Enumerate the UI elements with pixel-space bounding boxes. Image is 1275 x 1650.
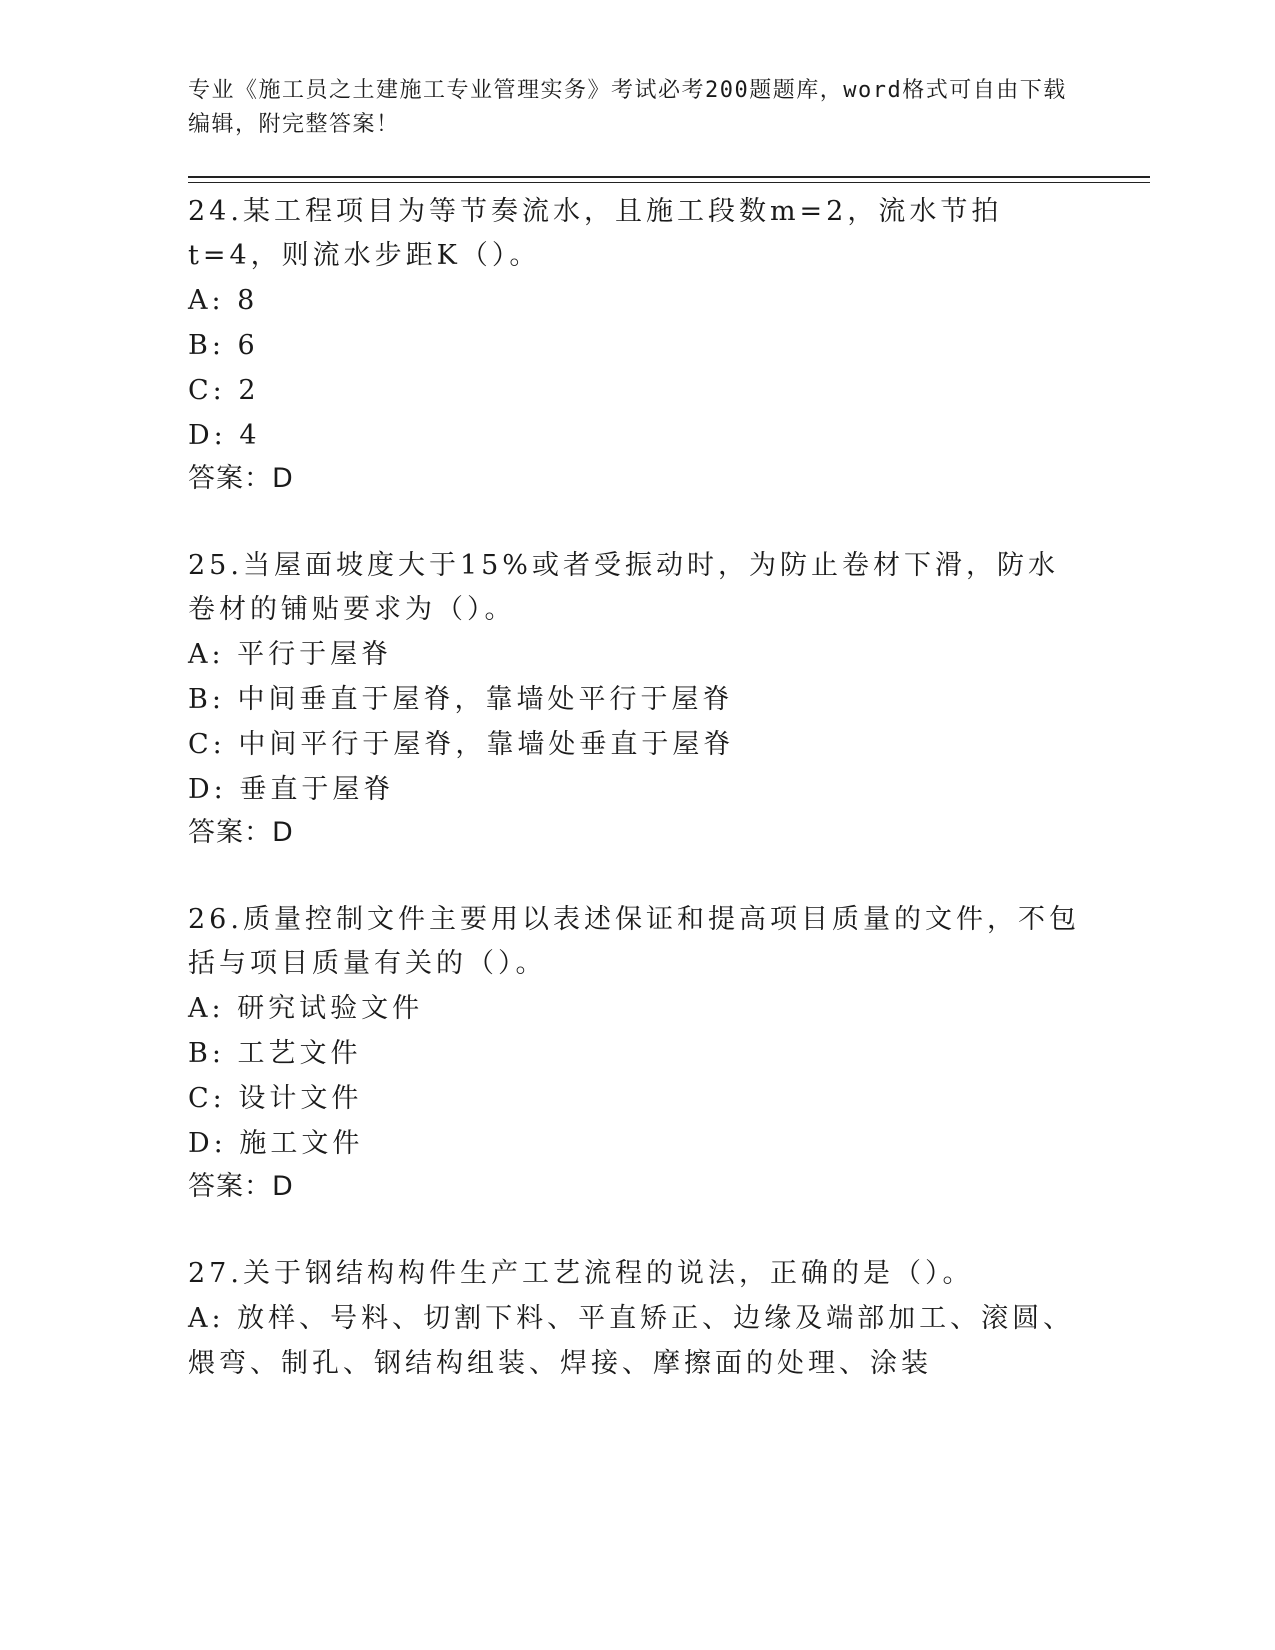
option-b: B: 中间垂直于屋脊，靠墙处平行于屋脊 — [188, 684, 734, 715]
question-26 — [188, 898, 1088, 1208]
answer: 答案：D — [188, 1171, 294, 1202]
header-rule-thick — [188, 176, 1150, 178]
document-header: 专业《施工员之土建施工专业管理实务》考试必考200题题库，word格式可自由下载编辑，附完整答案！ — [188, 78, 1067, 137]
option-b: B: 工艺文件 — [188, 1038, 362, 1069]
question-stem: 25.当屋面坡度大于15%或者受振动时，为防止卷材下滑，防水卷材的铺贴要求为（）。 — [188, 550, 1059, 625]
header-rule-thin — [188, 182, 1150, 183]
option-a: A: 研究试验文件 — [188, 993, 424, 1024]
question-stem: 27.关于钢结构构件生产工艺流程的说法，正确的是（）。 — [188, 1258, 974, 1289]
answer: 答案：D — [188, 463, 294, 494]
option-a: A: 8 — [188, 285, 259, 316]
option-d: D: 垂直于屋脊 — [188, 774, 395, 805]
question-stem: 26.质量控制文件主要用以表述保证和提高项目质量的文件，不包括与项目质量有关的（）。 — [188, 904, 1080, 979]
option-c: C: 中间平行于屋脊，靠墙处垂直于屋脊 — [188, 729, 735, 760]
option-d: D: 施工文件 — [188, 1128, 364, 1159]
question-stem: 24.某工程项目为等节奏流水，且施工段数m=2，流水节拍t=4，则流水步距K（）。 — [188, 196, 1003, 271]
option-a: A: 平行于屋脊 — [188, 639, 393, 670]
option-d: D: 4 — [188, 420, 261, 451]
question-27 — [188, 1252, 1088, 1386]
question-25 — [188, 544, 1088, 854]
question-24 — [188, 190, 1088, 500]
option-c: C: 2 — [188, 375, 260, 406]
answer: 答案：D — [188, 817, 294, 848]
option-c: C: 设计文件 — [188, 1083, 363, 1114]
option-a: A: 放样、号料、切割下料、平直矫正、边缘及端部加工、滚圆、煨弯、制孔、钢结构组装、焊接、摩擦面的处理、涂装 — [188, 1303, 1075, 1379]
option-b: B: 6 — [188, 330, 259, 361]
question-list — [188, 190, 1088, 1430]
